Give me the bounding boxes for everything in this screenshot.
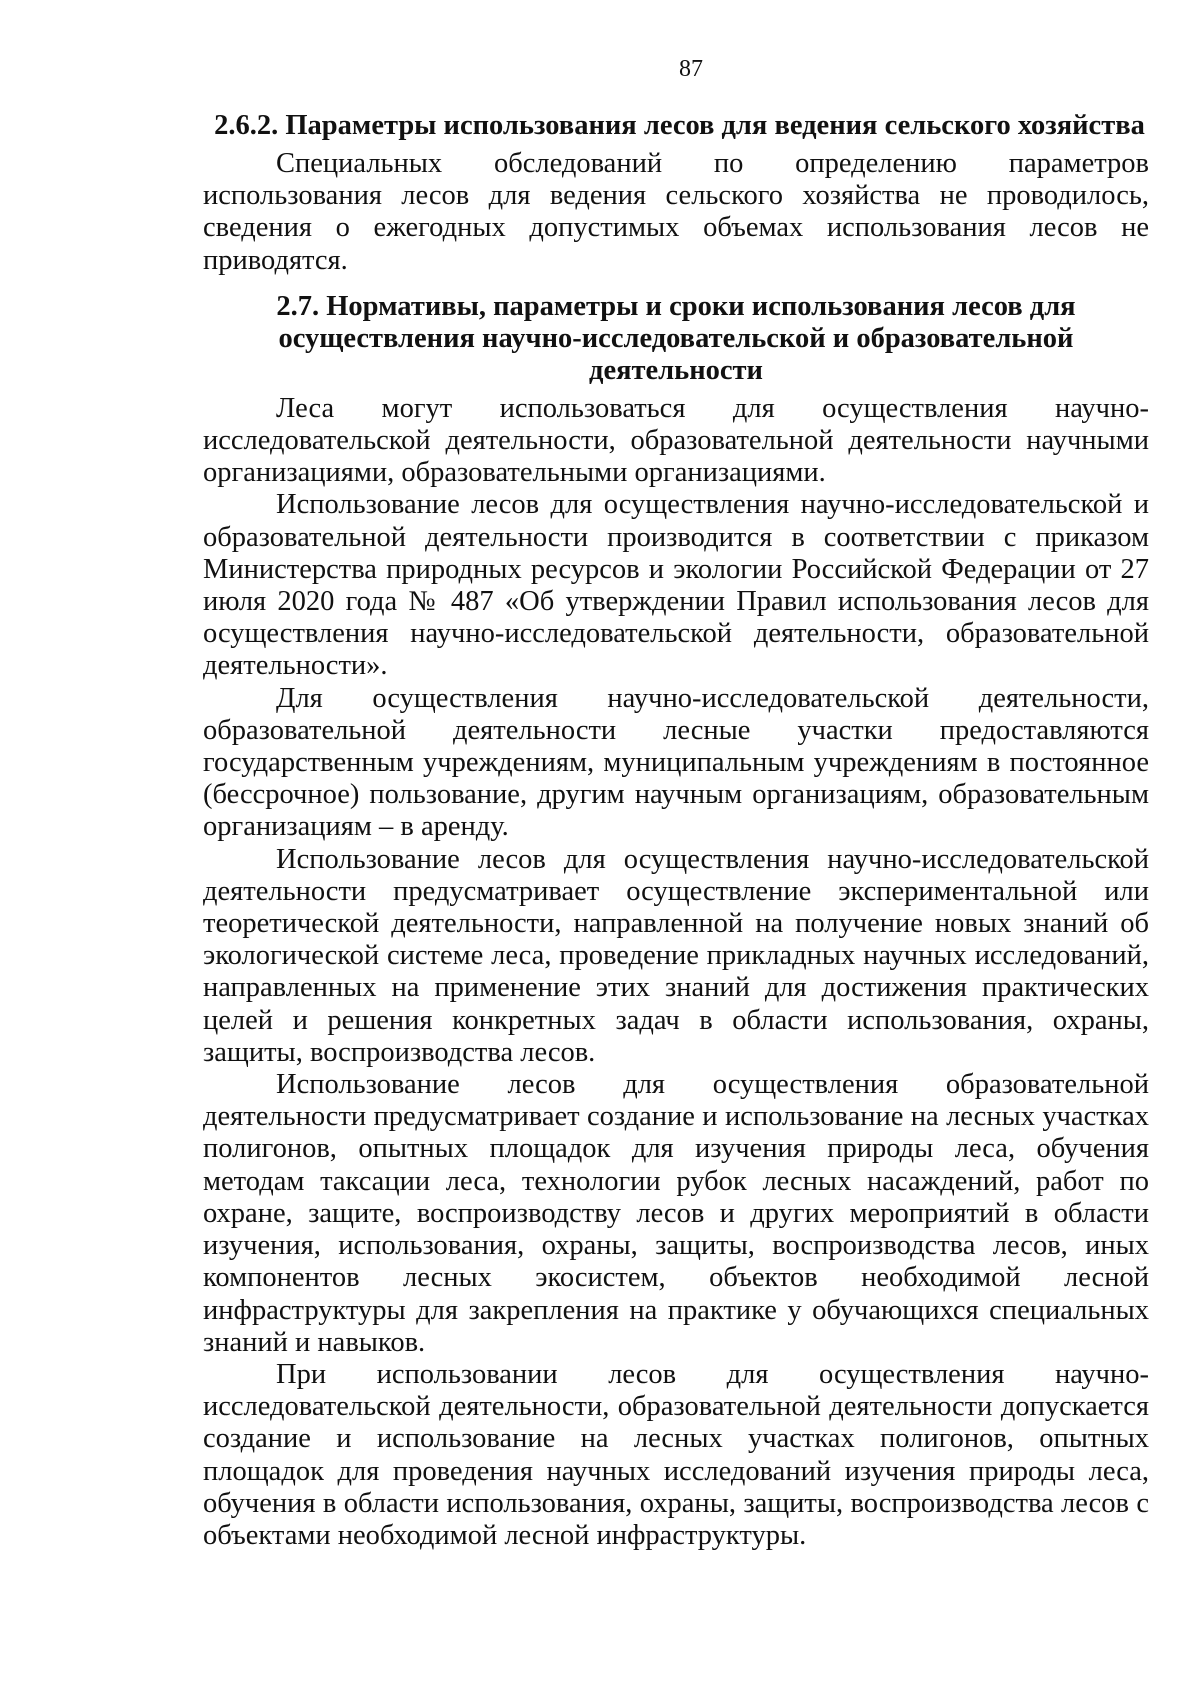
paragraph: Для осуществления научно-исследовательской деятельности, образовательной деятельности лесные участки предоставляются государственным учреждениям, муниципальным учреждениям в постоянное (бессрочное) пользование, другим научным организациям, образовательным организациям – в аренду. xyxy=(203,682,1149,843)
paragraph: Специальных обследований по определению параметров использования лесов для ведения сельского хозяйства не проводилось, сведения о ежегодных допустимых объемах использования лесов не приводятся. xyxy=(203,148,1149,276)
paragraph: Использование лесов для осуществления научно-исследовательской и образовательной деятельности производится в соответствии с приказом Министерства природных ресурсов и экологии Российской Федерации от 27 июля 2020 года № 487 «Об утверждении Правил использования лесов для осуществления научно-исследовательской деятельности, образовательной деятельности». xyxy=(203,489,1149,682)
section-heading-2-6-2: 2.6.2. Параметры использования лесов для ведения сельского хозяйства xyxy=(214,110,1145,141)
document-page xyxy=(203,54,1149,1552)
page-number: 87 xyxy=(679,56,703,82)
paragraph: Использование лесов для осуществления научно-исследовательской деятельности предусматривает осуществление экспериментальной или теоретической деятельности, направленной на получение новых знаний об экологической системе леса, проведение прикладных научных исследований, направленных на применение этих знаний для достижения практических целей и решения конкретных задач в области использования, охраны, защиты, воспроизводства лесов. xyxy=(203,843,1149,1068)
section-heading-2-7: 2.7. Нормативы, параметры и сроки использования лесов для осуществления научно-исследовательской и образовательной деятельности xyxy=(276,290,1076,386)
paragraph: Использование лесов для осуществления образовательной деятельности предусматривает создание и использование на лесных участках полигонов, опытных площадок для изучения природы леса, обучения методам таксации леса, технологии рубок лесных насаждений, работ по охране, защите, воспроизводству лесов и других мероприятий в области изучения, использования, охраны, защиты, воспроизводства лесов, иных компонентов лесных экосистем, объектов необходимой лесной инфраструктуры для закрепления на практике у обучающихся специальных знаний и навыков. xyxy=(203,1069,1149,1358)
paragraph: Леса могут использоваться для осуществления научно-исследовательской деятельности, образовательной деятельности научными организациями, образовательными организациями. xyxy=(203,392,1149,489)
paragraph: При использовании лесов для осуществления научно-исследовательской деятельности, образовательной деятельности допускается создание и использование на лесных участках полигонов, опытных площадок для проведения научных исследований изучения природы леса, обучения в области использования, охраны, защиты, воспроизводства лесов с объектами необходимой лесной инфраструктуры. xyxy=(203,1358,1149,1551)
